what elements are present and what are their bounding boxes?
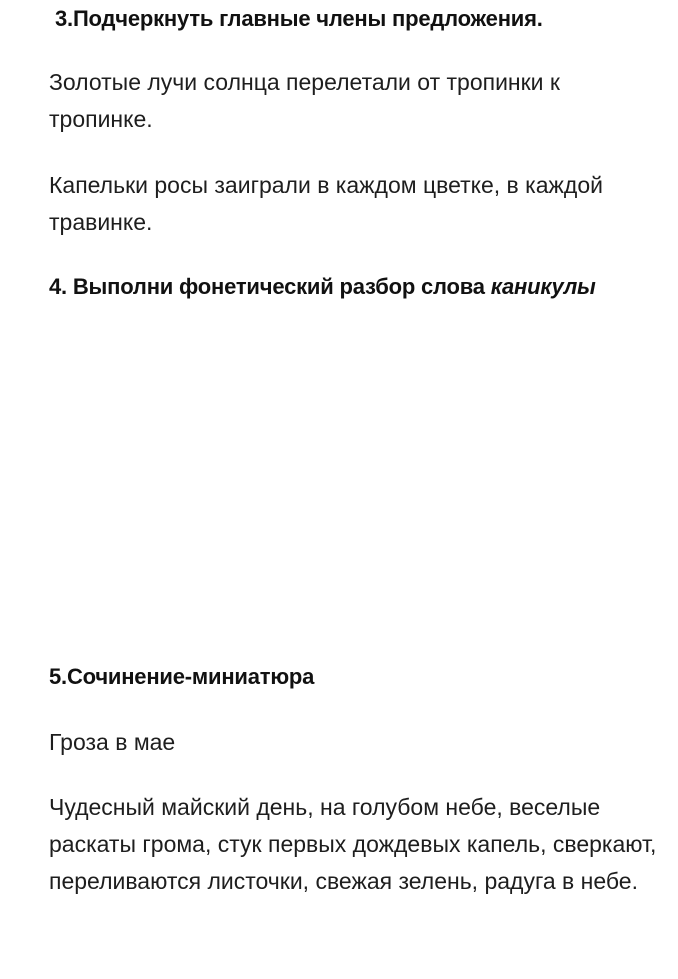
task3-heading: 3.Подчеркнуть главные члены предложения. (55, 6, 543, 31)
task4-heading-word: каникулы (490, 274, 596, 299)
task3-sentence-2: Капельки росы заиграли в каждом цветке, в каждой травинке. (49, 172, 603, 235)
task5-essay-text: Чудесный майский день, на голубом небе, веселые раскаты грома, стук первых дождевых капель, сверкают, переливаются листочки, свежая зелень, радуга в небе. (49, 794, 657, 894)
task4-heading (49, 273, 669, 301)
task5-topic: Гроза в мае (49, 729, 176, 755)
task3-sentence-1: Золотые лучи солнца перелетали от тропинки к тропинке. (49, 69, 560, 132)
task5-heading: 5.Сочинение-миниатюра (49, 664, 315, 689)
task4-heading-text: 4. Выполни фонетический разбор слова (49, 274, 491, 299)
